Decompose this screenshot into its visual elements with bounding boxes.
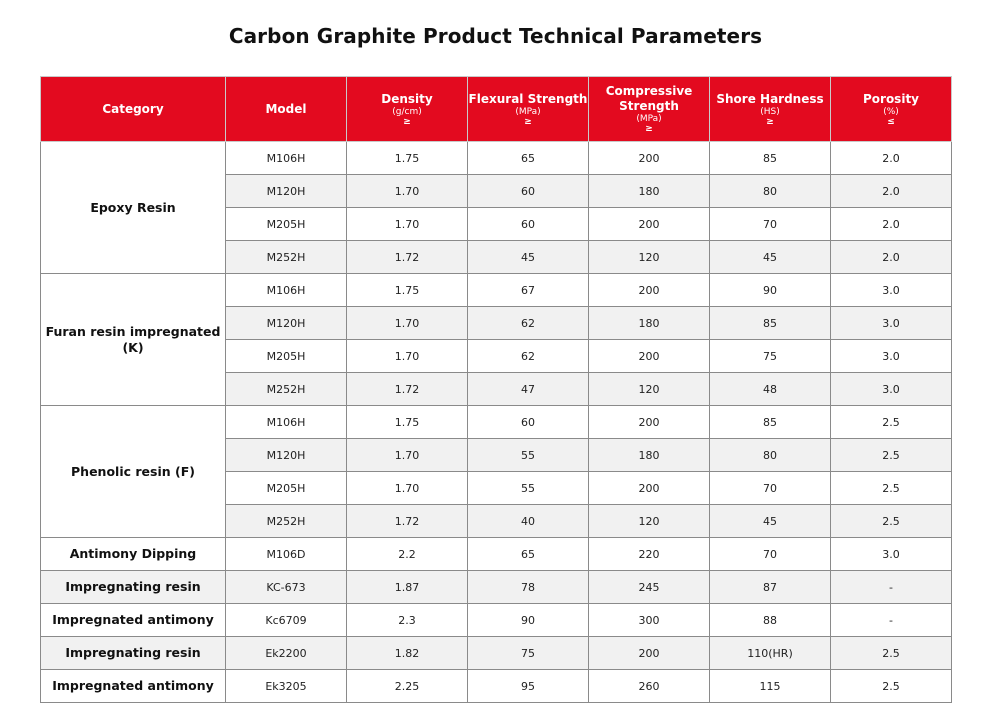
table-row <box>41 406 952 439</box>
header-density-unit: (g/cm) <box>392 106 422 117</box>
porosity-cell: 3.0 <box>831 538 952 571</box>
flexural-cell: 60 <box>468 208 589 241</box>
porosity-cell: 2.5 <box>831 439 952 472</box>
flexural-cell: 47 <box>468 373 589 406</box>
model-cell: M120H <box>226 439 347 472</box>
flexural-cell: 60 <box>468 406 589 439</box>
density-cell: 1.87 <box>347 571 468 604</box>
compressive-cell: 200 <box>589 472 710 505</box>
table-header <box>41 77 952 142</box>
density-cell: 1.75 <box>347 142 468 175</box>
porosity-cell: 2.0 <box>831 142 952 175</box>
compressive-cell: 120 <box>589 505 710 538</box>
header-porosity-symbol: ≤ <box>887 116 895 127</box>
category-cell: Impregnated antimony <box>41 670 226 703</box>
model-cell: Ek3205 <box>226 670 347 703</box>
category-cell-furan: Furan resin impregnated (K) <box>41 274 226 406</box>
flexural-cell: 78 <box>468 571 589 604</box>
shore-cell: 110(HR) <box>710 637 831 670</box>
compressive-cell: 200 <box>589 340 710 373</box>
model-cell: M205H <box>226 472 347 505</box>
category-cell: Antimony Dipping <box>41 538 226 571</box>
density-cell: 1.75 <box>347 406 468 439</box>
density-cell: 1.72 <box>347 505 468 538</box>
flexural-cell: 67 <box>468 274 589 307</box>
porosity-cell: 2.5 <box>831 505 952 538</box>
table-row <box>41 637 952 670</box>
header-model: Model <box>226 77 347 142</box>
compressive-cell: 200 <box>589 208 710 241</box>
header-density-symbol: ≥ <box>403 116 411 127</box>
shore-cell: 90 <box>710 274 831 307</box>
header-flexural-unit: (MPa) <box>515 106 541 117</box>
category-cell: Impregnating resin <box>41 637 226 670</box>
header-compressive-unit: (MPa) <box>636 114 662 124</box>
porosity-cell: 2.5 <box>831 637 952 670</box>
table-row <box>41 274 952 307</box>
flexural-cell: 45 <box>468 241 589 274</box>
compressive-cell: 120 <box>589 241 710 274</box>
flexural-cell: 55 <box>468 472 589 505</box>
flexural-cell: 62 <box>468 340 589 373</box>
density-cell: 1.82 <box>347 637 468 670</box>
flexural-cell: 65 <box>468 142 589 175</box>
header-compressive-strength: Compressive Strength (MPa) ≥ <box>589 77 710 142</box>
shore-cell: 88 <box>710 604 831 637</box>
porosity-cell: - <box>831 571 952 604</box>
header-shore-symbol: ≥ <box>766 116 774 127</box>
category-cell-epoxy: Epoxy Resin <box>41 142 226 274</box>
shore-cell: 87 <box>710 571 831 604</box>
shore-cell: 85 <box>710 307 831 340</box>
shore-cell: 48 <box>710 373 831 406</box>
header-flexural-strength: Flexural Strength (MPa) ≥ <box>468 77 589 142</box>
porosity-cell: 3.0 <box>831 373 952 406</box>
density-cell: 1.70 <box>347 439 468 472</box>
porosity-cell: 3.0 <box>831 274 952 307</box>
flexural-cell: 62 <box>468 307 589 340</box>
porosity-cell: 2.5 <box>831 670 952 703</box>
compressive-cell: 245 <box>589 571 710 604</box>
category-cell: Impregnated antimony <box>41 604 226 637</box>
density-cell: 1.70 <box>347 340 468 373</box>
compressive-cell: 260 <box>589 670 710 703</box>
compressive-cell: 200 <box>589 142 710 175</box>
model-cell: M252H <box>226 241 347 274</box>
category-cell-phenolic: Phenolic resin (F) <box>41 406 226 538</box>
header-shore-hardness: Shore Hardness (HS) ≥ <box>710 77 831 142</box>
table-row <box>41 604 952 637</box>
table-row <box>41 142 952 175</box>
density-cell: 2.3 <box>347 604 468 637</box>
porosity-cell: 2.0 <box>831 241 952 274</box>
model-cell: M205H <box>226 208 347 241</box>
compressive-cell: 180 <box>589 175 710 208</box>
flexural-cell: 40 <box>468 505 589 538</box>
compressive-cell: 180 <box>589 439 710 472</box>
model-cell: M106H <box>226 406 347 439</box>
compressive-cell: 200 <box>589 406 710 439</box>
page-title: Carbon Graphite Product Technical Parameters <box>228 24 763 48</box>
compressive-cell: 180 <box>589 307 710 340</box>
model-cell: M106H <box>226 274 347 307</box>
shore-cell: 80 <box>710 439 831 472</box>
flexural-cell: 65 <box>468 538 589 571</box>
compressive-cell: 300 <box>589 604 710 637</box>
flexural-cell: 90 <box>468 604 589 637</box>
model-cell: Kc6709 <box>226 604 347 637</box>
shore-cell: 75 <box>710 340 831 373</box>
model-cell: M205H <box>226 340 347 373</box>
shore-cell: 45 <box>710 505 831 538</box>
shore-cell: 80 <box>710 175 831 208</box>
compressive-cell: 220 <box>589 538 710 571</box>
density-cell: 1.70 <box>347 208 468 241</box>
table-body <box>41 142 952 703</box>
model-cell: M252H <box>226 505 347 538</box>
category-cell: Impregnating resin <box>41 571 226 604</box>
density-cell: 2.2 <box>347 538 468 571</box>
density-cell: 1.72 <box>347 373 468 406</box>
porosity-cell: 2.5 <box>831 406 952 439</box>
header-density: Density (g/cm) ≥ <box>347 77 468 142</box>
table-row <box>41 670 952 703</box>
header-flexural-symbol: ≥ <box>524 116 532 127</box>
density-cell: 1.70 <box>347 307 468 340</box>
table-row <box>41 571 952 604</box>
compressive-cell: 120 <box>589 373 710 406</box>
porosity-cell: 2.5 <box>831 472 952 505</box>
flexural-cell: 55 <box>468 439 589 472</box>
header-porosity-unit: (%) <box>883 106 899 117</box>
flexural-cell: 60 <box>468 175 589 208</box>
shore-cell: 70 <box>710 538 831 571</box>
model-cell: M120H <box>226 175 347 208</box>
porosity-cell: 3.0 <box>831 340 952 373</box>
model-cell: M106D <box>226 538 347 571</box>
technical-parameters-table <box>40 76 952 703</box>
model-cell: KC-673 <box>226 571 347 604</box>
porosity-cell: 2.0 <box>831 208 952 241</box>
header-category: Category <box>41 77 226 142</box>
header-porosity: Porosity (%) ≤ <box>831 77 952 142</box>
density-cell: 2.25 <box>347 670 468 703</box>
shore-cell: 70 <box>710 208 831 241</box>
porosity-cell: - <box>831 604 952 637</box>
model-cell: Ek2200 <box>226 637 347 670</box>
density-cell: 1.72 <box>347 241 468 274</box>
model-cell: M252H <box>226 373 347 406</box>
shore-cell: 45 <box>710 241 831 274</box>
flexural-cell: 75 <box>468 637 589 670</box>
porosity-cell: 3.0 <box>831 307 952 340</box>
porosity-cell: 2.0 <box>831 175 952 208</box>
shore-cell: 85 <box>710 142 831 175</box>
compressive-cell: 200 <box>589 274 710 307</box>
density-cell: 1.70 <box>347 175 468 208</box>
header-shore-unit: (HS) <box>760 106 780 117</box>
shore-cell: 70 <box>710 472 831 505</box>
model-cell: M120H <box>226 307 347 340</box>
header-compressive-symbol: ≥ <box>645 124 653 134</box>
density-cell: 1.70 <box>347 472 468 505</box>
shore-cell: 115 <box>710 670 831 703</box>
table-row <box>41 538 952 571</box>
density-cell: 1.75 <box>347 274 468 307</box>
model-cell: M106H <box>226 142 347 175</box>
shore-cell: 85 <box>710 406 831 439</box>
flexural-cell: 95 <box>468 670 589 703</box>
compressive-cell: 200 <box>589 637 710 670</box>
header-row <box>41 77 952 142</box>
